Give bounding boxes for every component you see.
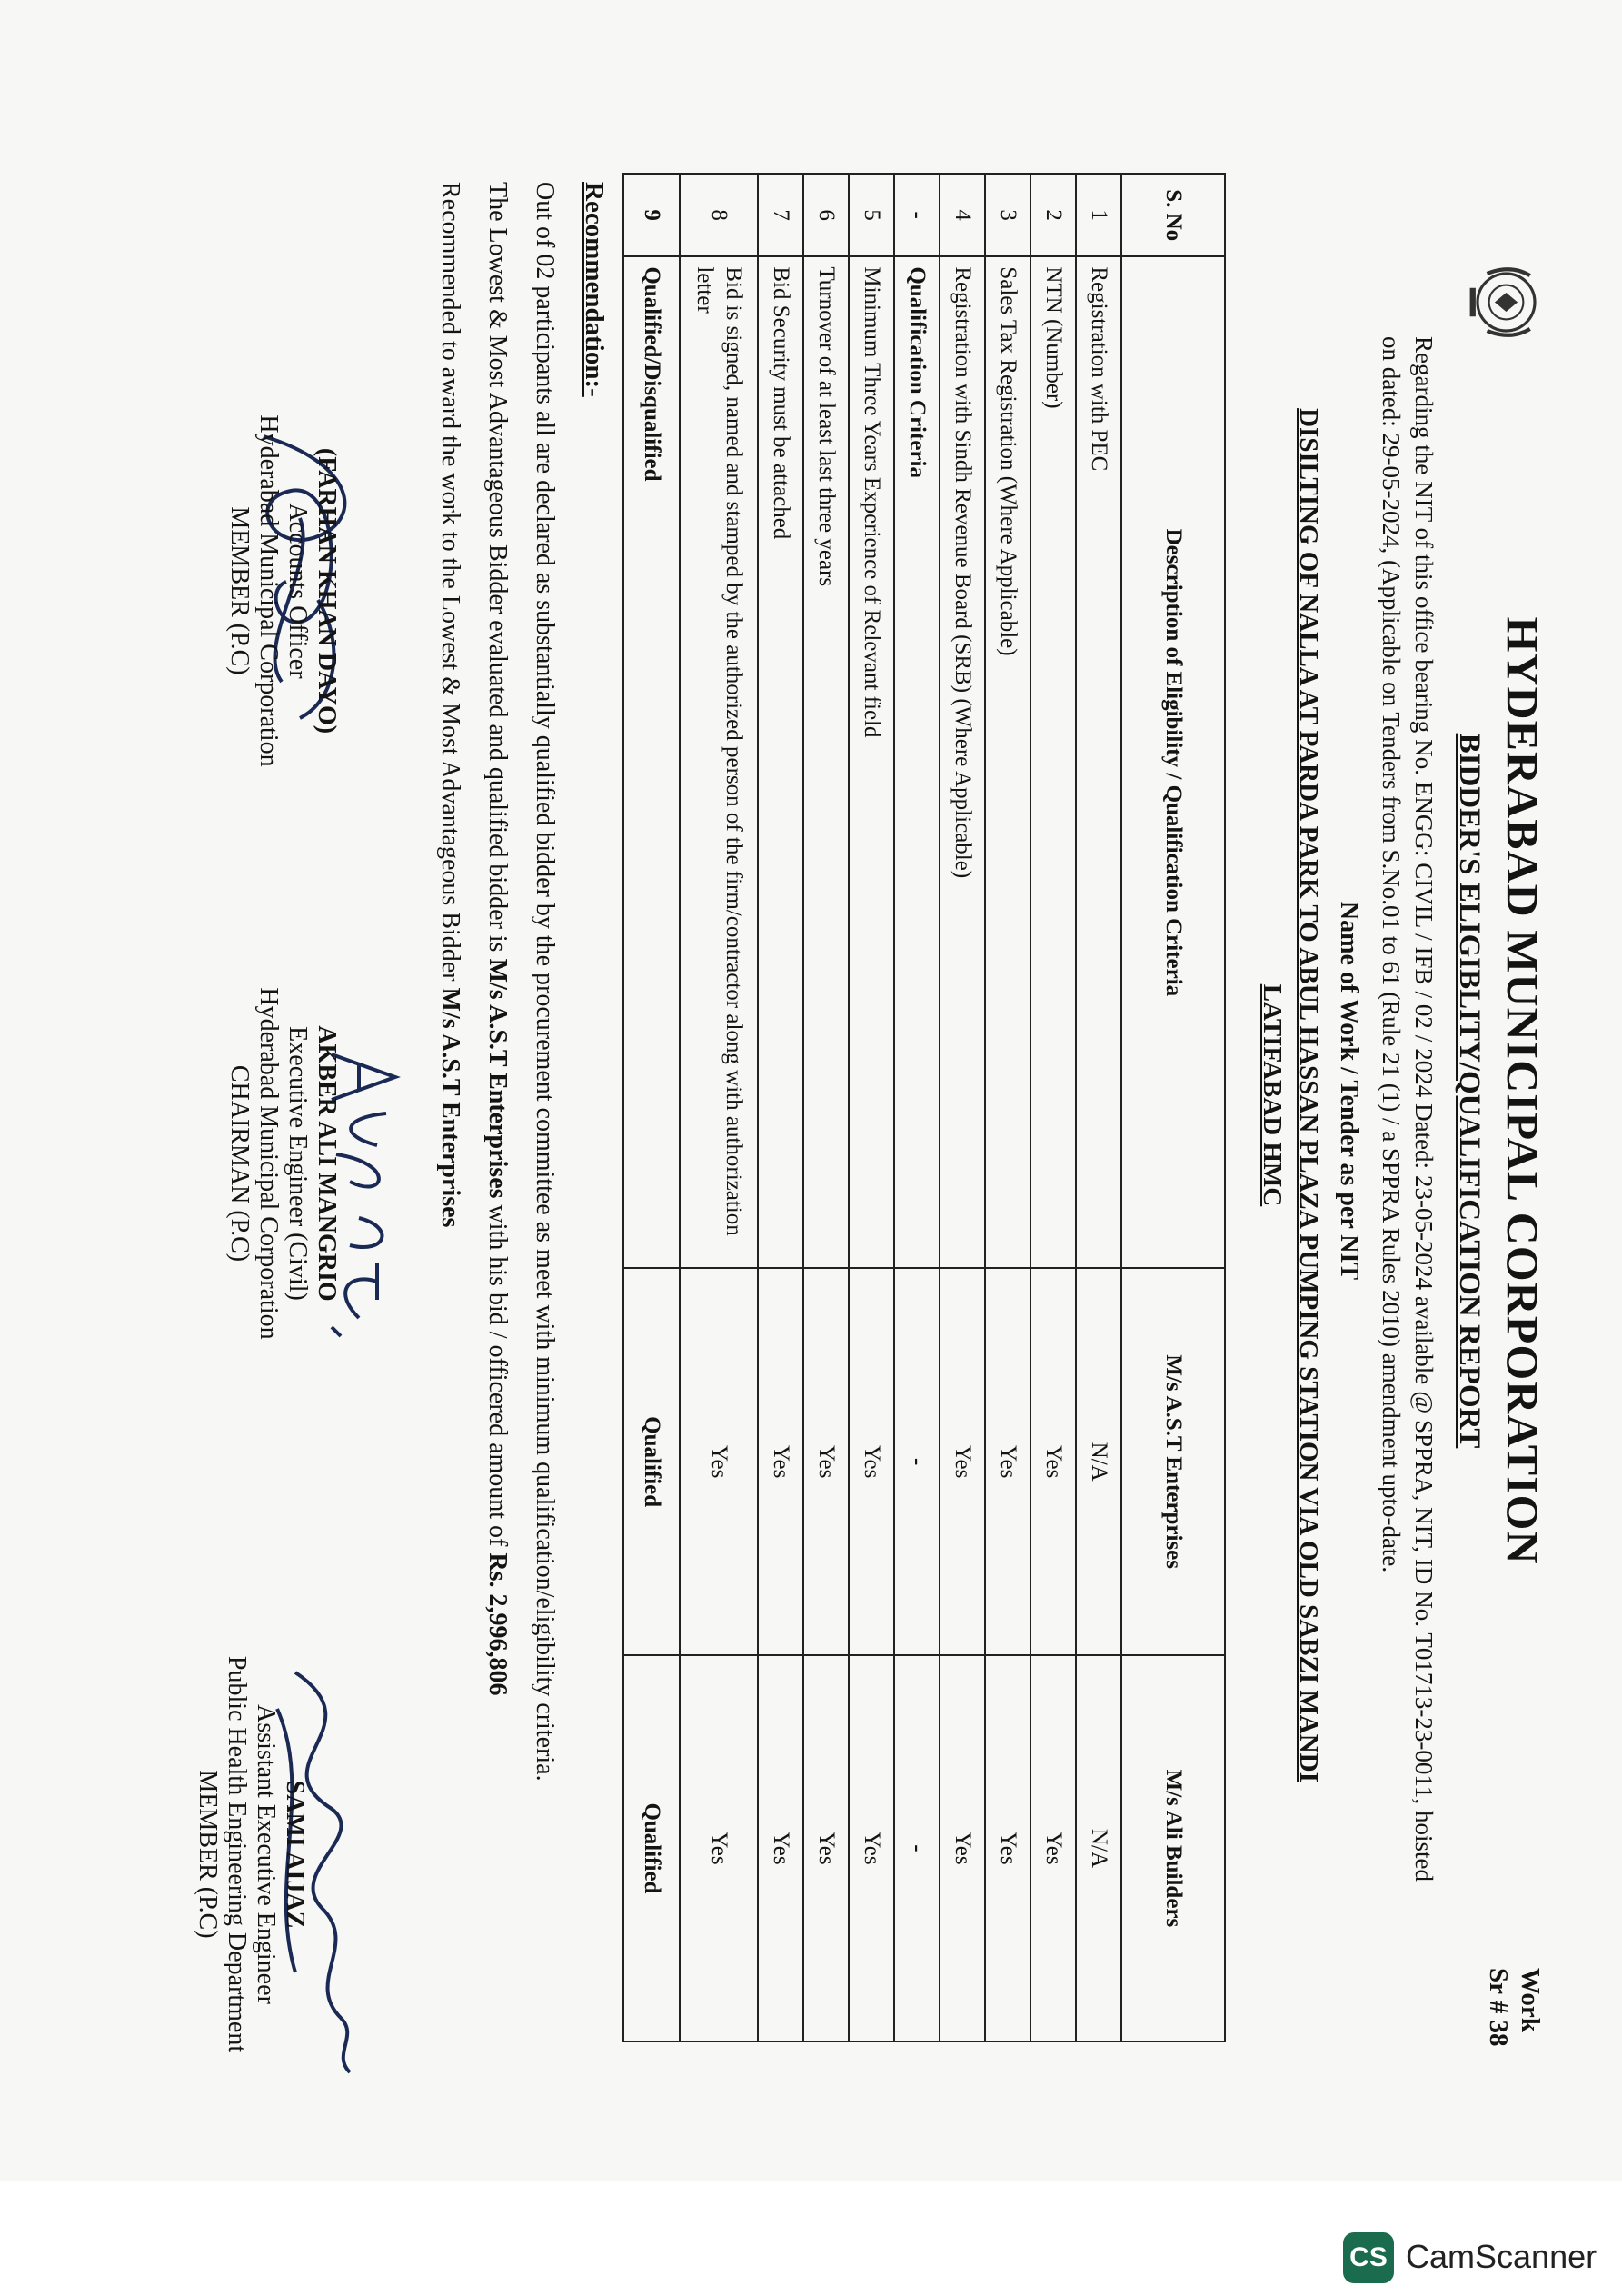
row-sno: 7 <box>758 174 803 256</box>
recommendation-line-1: Out of 02 participants all are declared as substantially qualified bidder by the procurement committee as meet with minimum qualification/eligibility criteria. <box>531 182 559 1782</box>
row-value-ali: Yes <box>803 1655 849 2041</box>
bid-amount: Rs. 2,996,806 <box>483 1552 512 1696</box>
row-description: Bid Security must be attached <box>758 256 803 1268</box>
nit-reference-paragraph: Regarding the NIT of this office bearing No. ENGG: CIVIL / IFB / 02 / 2024 Dated: 23-05-2024 available @ SPPRA, NIT, ID No. T01713-23-0011, hoisted on dated: 29-05-2024, (Applicable on Tenders from S.No.01 to 61 (Rule 21 (1) / a SPPRA Rules 2010) amendment upto-date. <box>1378 336 1438 1882</box>
table-row <box>940 174 985 2041</box>
row-description: Sales Tax Registration (Where Applicable) <box>985 256 1030 1268</box>
table-row <box>803 174 849 2041</box>
signatory-role: MEMBER (P.C) <box>225 506 254 675</box>
row-value-ast: Yes <box>985 1268 1030 1654</box>
row-value-ast: Yes <box>940 1268 985 1654</box>
row-value-ali: Qualified <box>623 1655 680 2041</box>
work-name-line-1: DISILTING OF NALLA AT PARDA PARK TO ABUL HASSAN PLAZA PUMPING STATION VIA OLD SABZI MANDI <box>1294 408 1323 1782</box>
awarded-bidder-name: M/s A.S.T Enterprises <box>436 987 464 1228</box>
row-value-ast: Yes <box>1030 1268 1076 1654</box>
row-sno: - <box>894 174 940 256</box>
recommendation-line-3 <box>435 182 464 1227</box>
row-description: Minimum Three Years Experience of Relevant field <box>849 256 894 1268</box>
row-sno: 1 <box>1076 174 1121 256</box>
camscanner-watermark: CamScanner <box>1406 2238 1597 2275</box>
row-value-ali: Yes <box>985 1655 1030 2041</box>
recommendation-text: with his bid / officered amount of <box>483 1198 512 1553</box>
row-description: Registration with PEC <box>1076 256 1121 1268</box>
row-sno: 5 <box>849 174 894 256</box>
eligibility-table <box>622 173 1226 2042</box>
row-value-ali: Yes <box>1030 1655 1076 2041</box>
table-header-row <box>1121 174 1225 2041</box>
header-description: Description of Eligibility / Qualification Criteria <box>1121 256 1225 1268</box>
winning-bidder-name: M/s A.S.T Enterprises <box>483 958 512 1199</box>
row-description: Bid is signed, named and stamped by the authorized person of the firm/contractor along with authorization letter <box>680 256 758 1268</box>
row-sno: 2 <box>1030 174 1076 256</box>
signatory-role: CHAIRMAN (P.C) <box>225 1064 254 1263</box>
row-description: Qualified/Disqualified <box>623 256 680 1268</box>
row-value-ast: Yes <box>680 1268 758 1654</box>
row-value-ast: Yes <box>803 1268 849 1654</box>
signatory-name: AKBER ALI MANGRIO <box>313 1025 341 1302</box>
signatory-name: SAMI AIJAZ <box>281 1780 309 1929</box>
header-bidder-ast: M/s A.S.T Enterprises <box>1121 1268 1225 1654</box>
row-value-ast: Qualified <box>623 1268 680 1654</box>
row-sno: 9 <box>623 174 680 256</box>
row-description: Registration with Sindh Revenue Board (SRB) (Where Applicable) <box>940 256 985 1268</box>
serial-number-label: Sr # 38 <box>1484 1968 1513 2047</box>
recommendation-heading: Recommendation:- <box>580 182 609 397</box>
table-row <box>985 174 1030 2041</box>
row-value-ali: Yes <box>940 1655 985 2041</box>
row-sno: 8 <box>680 174 758 256</box>
table-row <box>1076 174 1121 2041</box>
row-value-ali: Yes <box>680 1655 758 2041</box>
row-description: Turnover of at least last three years <box>803 256 849 1268</box>
row-sno: 3 <box>985 174 1030 256</box>
signatory-organization: Hyderabad Municipal Corporation <box>254 414 283 767</box>
row-value-ast: Yes <box>758 1268 803 1654</box>
work-name-caption: Name of Work / Tender as per NIT <box>1335 901 1363 1281</box>
table-row <box>849 174 894 2041</box>
recommendation-text: Recommended to award the work to the Lowest & Most Advantageous Bidder <box>436 182 464 988</box>
header-sno: S. No <box>1121 174 1225 256</box>
recommendation-line-2 <box>483 182 512 1696</box>
signatory-name: (FARHAN KHAN DAYO) <box>313 447 341 734</box>
work-name <box>1254 323 1327 1868</box>
signatory-organization: Hyderabad Municipal Corporation <box>254 987 283 1340</box>
work-label: Work <box>1516 1968 1545 2032</box>
signatory-role: MEMBER (P.C) <box>194 1770 222 1939</box>
report-title: BIDDER'S ELIGIBLITY/QUALIFICATION REPORT <box>1453 733 1486 1449</box>
row-value-ast: N/A <box>1076 1268 1121 1654</box>
row-sno: 6 <box>803 174 849 256</box>
row-value-ali: Yes <box>849 1655 894 2041</box>
row-sno: 4 <box>940 174 985 256</box>
header-bidder-ali: M/s Ali Builders <box>1121 1655 1225 2041</box>
row-value-ali: Yes <box>758 1655 803 2041</box>
organization-name: HYDERABAD MUNICIPAL CORPORATION <box>1498 616 1548 1565</box>
row-value-ali: - <box>894 1655 940 2041</box>
row-description: NTN (Number) <box>1030 256 1076 1268</box>
signatory-block-accounts-officer <box>224 354 341 827</box>
table-row-result <box>623 174 680 2041</box>
table-row-section <box>894 174 940 2041</box>
table-row <box>1030 174 1076 2041</box>
row-value-ast: - <box>894 1268 940 1654</box>
signatory-block-assistant-engineer <box>193 1618 309 2091</box>
signatory-title: Executive Engineer (Civil) <box>284 1026 312 1301</box>
table-row <box>680 174 758 2041</box>
recommendation-text: The Lowest & Most Advantageous Bidder evaluated and qualified bidder is <box>483 182 512 959</box>
row-value-ali: N/A <box>1076 1655 1121 2041</box>
signatory-block-executive-engineer <box>224 909 341 1418</box>
row-value-ast: Yes <box>849 1268 894 1654</box>
table-row <box>758 174 803 2041</box>
signatory-title: Accounts Officer <box>284 503 312 679</box>
signatory-title: Assistant Executive Engineer <box>252 1704 280 2004</box>
signatory-organization: Public Health Engineering Department <box>223 1655 251 2053</box>
camscanner-logo-icon: CS <box>1343 2232 1394 2283</box>
work-name-line-2: LATIFABAD HMC <box>1258 983 1287 1207</box>
row-description: Qualification Criteria <box>894 256 940 1268</box>
